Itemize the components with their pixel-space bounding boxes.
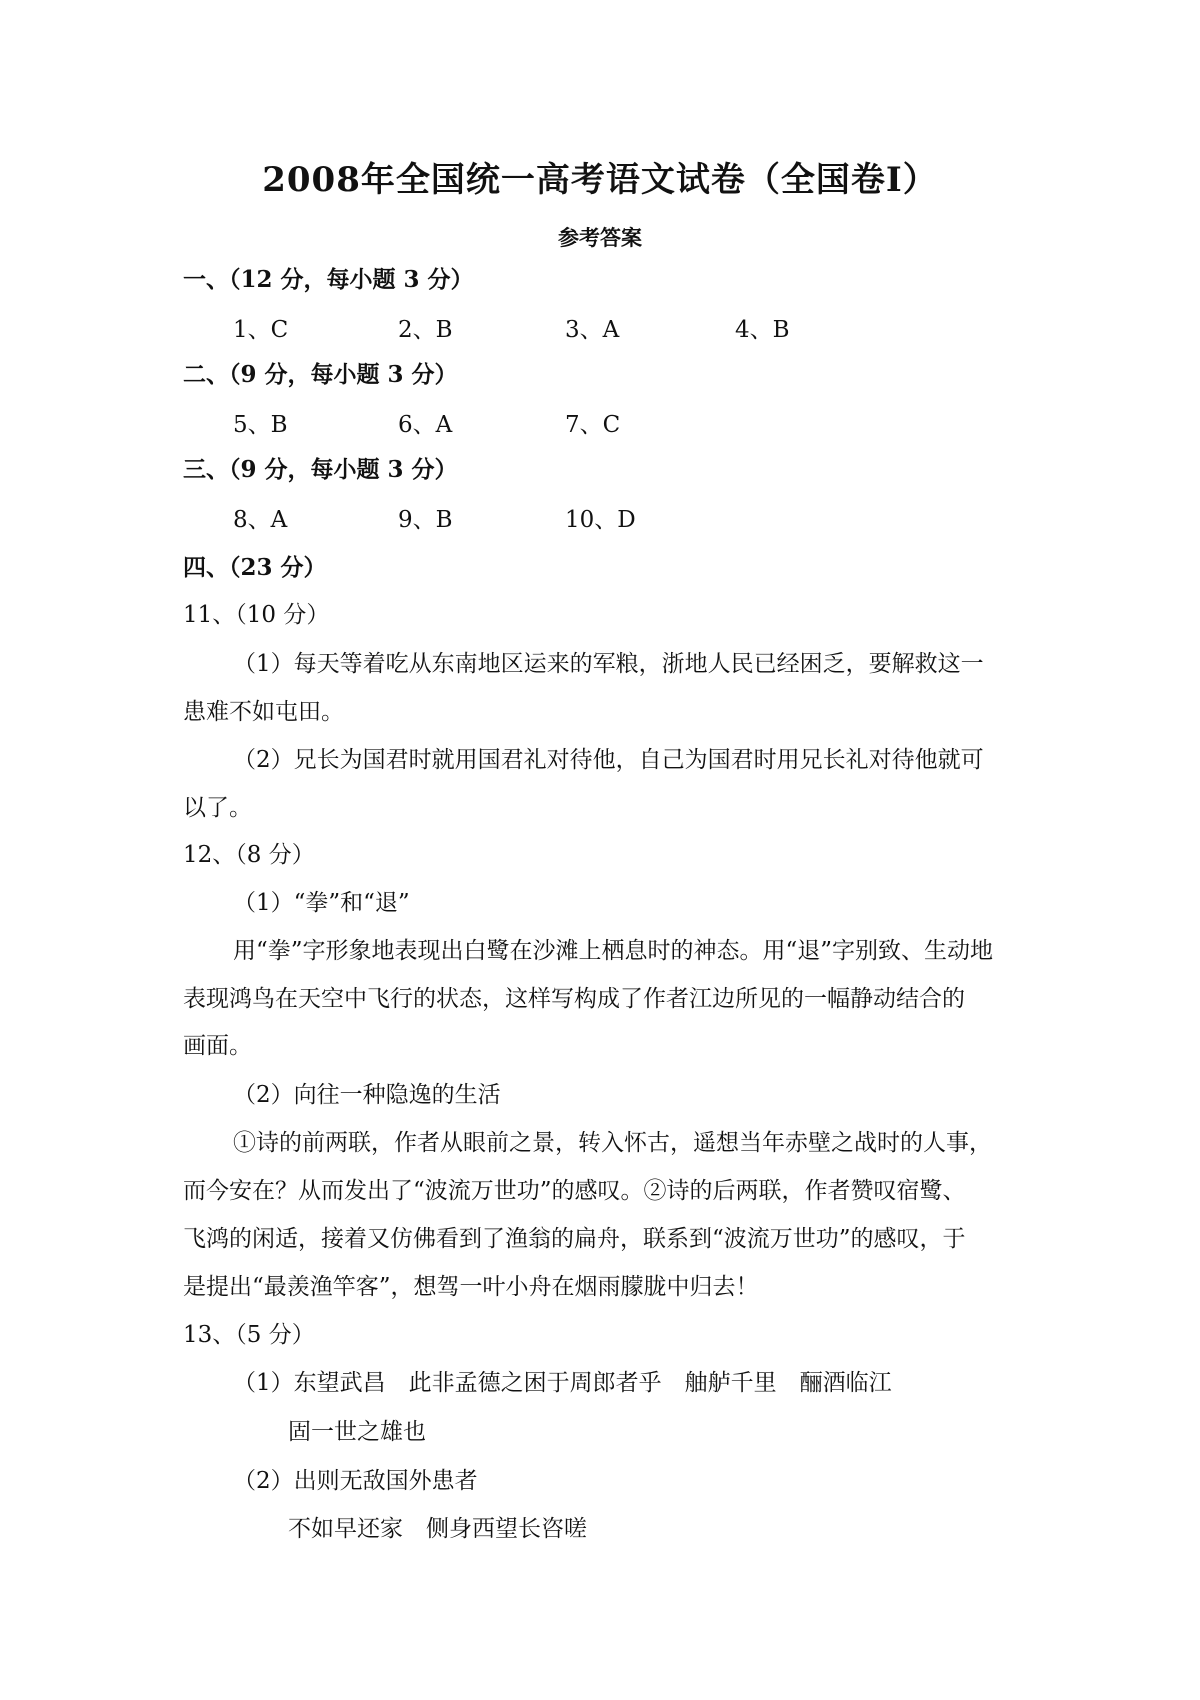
section-4-heading: 四、（23 分） <box>183 554 327 581</box>
q12-sub-2-line-1: ①诗的前两联，作者从眼前之景，转入怀古，遥想当年赤壁之战时的人事， <box>233 1130 992 1156</box>
answer-item: 6、A <box>398 412 453 438</box>
q12-sub-2-line-3: 飞鸿的闲适，接着又仿佛看到了渔翁的扁舟，联系到“波流万世功”的感叹，于 <box>183 1226 966 1252</box>
q12-sub-1-line-3: 画面。 <box>183 1033 252 1059</box>
question-12-label: 12、（8 分） <box>183 842 315 868</box>
answer-item: 9、B <box>398 507 453 533</box>
q12-sub-1-line-2: 表现鸿鸟在天空中飞行的状态，这样写构成了作者江边所见的一幅静动结合的 <box>183 986 965 1012</box>
q11-answer-1-line-1: （1）每天等着吃从东南地区运来的军粮，浙地人民已经困乏，要解救这一 <box>233 651 984 677</box>
answer-item: 8、A <box>233 507 288 533</box>
section-3-heading: 三、（9 分，每小题 3 分） <box>183 456 458 483</box>
question-13-label: 13、（5 分） <box>183 1322 315 1348</box>
q12-sub-1-line-1: 用“拳”字形象地表现出白鹭在沙滩上栖息时的神态。用“退”字别致、生动地 <box>233 938 994 964</box>
q12-sub-1: （1）“拳”和“退” <box>233 890 410 916</box>
section-1-heading: 一、（12 分，每小题 3 分） <box>183 266 474 293</box>
q11-answer-2-line-1: （2）兄长为国君时就用国君礼对待他，自己为国君时用兄长礼对待他就可 <box>233 747 984 773</box>
section-2-heading: 二、（9 分，每小题 3 分） <box>183 361 458 388</box>
q13-answer-1-line-1: （1）东望武昌 此非孟德之困于周郎者乎 舳舻千里 酾酒临江 <box>233 1370 892 1396</box>
question-11-label: 11、（10 分） <box>183 602 330 628</box>
answer-item: 10、D <box>565 507 636 533</box>
answer-item: 7、C <box>565 412 621 438</box>
answer-item: 1、C <box>233 317 289 343</box>
answer-item: 5、B <box>233 412 288 438</box>
page-title: 2008年全国统一高考语文试卷（全国卷Ⅰ） <box>262 160 938 200</box>
page-subtitle: 参考答案 <box>558 225 642 250</box>
answer-item: 2、B <box>398 317 453 343</box>
q13-answer-2-line-1: （2）出则无敌国外患者 <box>233 1468 478 1494</box>
q12-sub-2-line-2: 而今安在？从而发出了“波流万世功”的感叹。②诗的后两联，作者赞叹宿鹭、 <box>183 1178 966 1204</box>
answer-item: 3、A <box>565 317 620 343</box>
q11-answer-2-line-2: 以了。 <box>183 795 252 821</box>
q12-sub-2: （2）向往一种隐逸的生活 <box>233 1082 501 1108</box>
q13-answer-1-line-2: 固一世之雄也 <box>288 1419 426 1445</box>
q13-answer-2-line-2: 不如早还家 侧身西望长咨嗟 <box>288 1516 587 1542</box>
answer-item: 4、B <box>735 317 790 343</box>
q12-sub-2-line-4: 是提出“最羡渔竿客”，想驾一叶小舟在烟雨朦胧中归去！ <box>183 1274 759 1300</box>
q11-answer-1-line-2: 患难不如屯田。 <box>183 699 344 725</box>
